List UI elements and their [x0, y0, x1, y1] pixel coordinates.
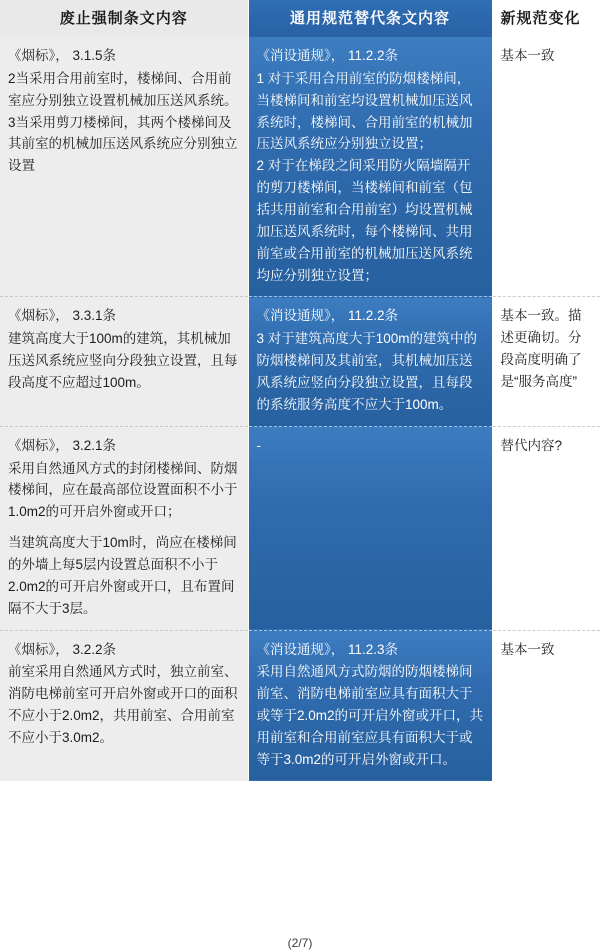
clause-text: 3 对于建筑高度大于100m的建筑中的防烟楼梯间及其前室，其机械加压送风系统应竖向分段独立设置，且每段的系统服务高度不应大于100m。: [256, 331, 478, 412]
change-note: 基本一致: [500, 641, 555, 657]
cell-change-2: [492, 297, 600, 426]
clause-text: 采用自然通风方式防烟的防烟楼梯间前室、消防电梯前室应具有面积大于或等于2.0m2的可开启外窗或开口，共用前室和合用前室应具有面积大于或等于3.0m2的可开启外窗或开口。: [256, 664, 484, 767]
clause-text: 当建筑高度大于10m时，尚应在楼梯间的外墙上每5层内设置总面积不小于2.0m2的可开启外窗或开口，且布置间隔不大于3层。: [8, 535, 237, 616]
table-row: [0, 426, 600, 630]
table-row: [0, 630, 600, 781]
clause-text: 2当采用合用前室时，楼梯间、合用前室应分别独立设置机械加压送风系统。: [8, 70, 238, 108]
cell-change-4: [492, 630, 600, 781]
table-header-row: [0, 0, 600, 37]
clause-ref: 《烟标》， 3.1.5条: [8, 48, 117, 63]
table-row: [0, 37, 600, 297]
cell-replacement-4: [248, 630, 492, 781]
clause-text: 2 对于在梯段之间采用防火隔墙隔开的剪刀楼梯间，当楼梯间和前室（包括共用前室和合用前室）均设置机械加压送风系统时，每个楼梯间、共用前室或合用前室的机械加压送风系统均应分别独立设置；: [256, 158, 473, 283]
clause-text: 前室采用自然通风方式时，独立前室、消防电梯前室可开启外窗或开口的面积不应小于2.0m2，共用前室、合用前室不应小于3.0m2。: [8, 664, 238, 746]
cell-replacement-2: [248, 297, 492, 426]
clause-text: 采用自然通风方式的封闭楼梯间、防烟楼梯间，应在最高部位设置面积不小于1.0m2的可开启外窗或开口；: [8, 460, 238, 520]
change-note: 基本一致: [500, 48, 555, 63]
clause-ref: 《消设通规》， 11.2.2条: [256, 308, 399, 324]
clause-text: 建筑高度大于100m的建筑，其机械加压送风系统应竖向分段独立设置，且每段高度不应超过100m。: [8, 331, 238, 391]
paragraph-gap: [8, 523, 240, 532]
cell-replacement-3: [248, 426, 492, 630]
clause-ref: 《烟标》， 3.2.2条: [8, 641, 117, 657]
cell-abolished-1: [0, 37, 248, 297]
cell-abolished-4: [0, 630, 248, 781]
change-note: 基本一致。描述更确切。分段高度明确了是“服务高度”: [500, 308, 582, 390]
header-replacement-clause: 通用规范替代条文内容: [248, 0, 492, 37]
clause-text: 3当采用剪刀楼梯间，其两个楼梯间及其前室的机械加压送风系统应分别独立设置: [8, 114, 238, 174]
table-row: [0, 297, 600, 426]
header-abolished-clause: 废止强制条文内容: [0, 0, 248, 37]
clause-ref: 《消设通规》， 11.2.3条: [256, 641, 399, 657]
cell-change-3: [492, 426, 600, 630]
clause-text: 1 对于采用合用前室的防烟楼梯间，当楼梯间和前室均设置机械加压送风系统时，楼梯间、合用前室的机械加压送风系统应分别独立设置；: [256, 70, 473, 152]
clause-ref: 《烟标》， 3.3.1条: [8, 308, 117, 324]
cell-replacement-1: [248, 37, 492, 297]
cell-abolished-3: [0, 426, 248, 630]
clause-ref: 《烟标》， 3.2.1条: [8, 437, 117, 453]
cell-abolished-2: [0, 297, 248, 426]
clause-ref: 《消设通规》， 11.2.2条: [256, 48, 399, 63]
clause-ref: -: [256, 437, 261, 453]
header-new-change: 新规范变化: [492, 0, 600, 37]
change-note: 替代内容?: [500, 437, 563, 453]
page-indicator: (2/7): [287, 936, 313, 950]
cell-change-1: [492, 37, 600, 297]
